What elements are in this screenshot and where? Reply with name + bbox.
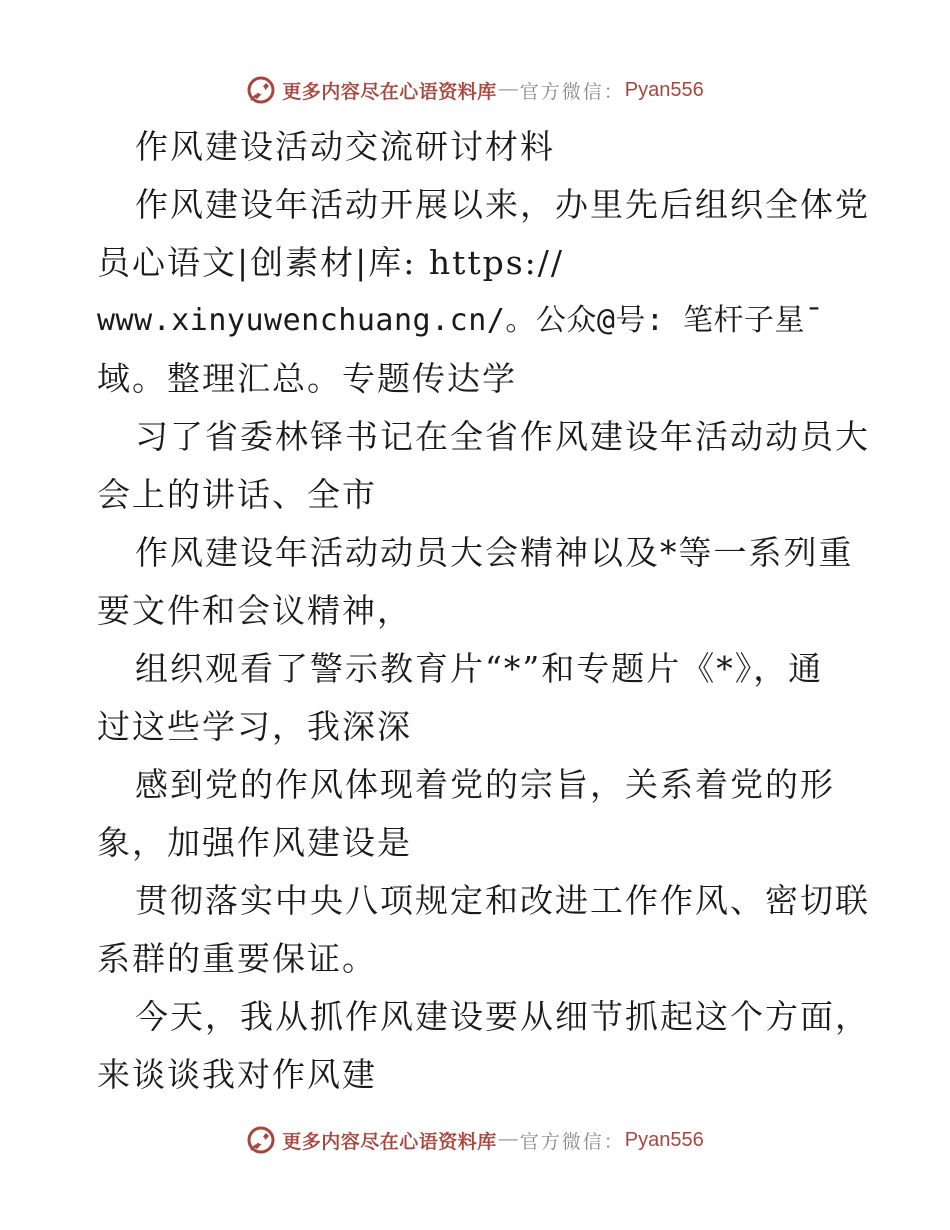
paragraph-line: 作风建设年活动开展以来，办里先后组织全体党: [135, 185, 870, 224]
paragraph-line: 域。整理汇总。专题传达学: [97, 359, 517, 398]
paragraph-line: 感到党的作风体现着党的宗旨，关系着党的形: [135, 765, 835, 804]
document-title: 作风建设活动交流研讨材料: [135, 127, 555, 166]
paragraph-line: 象，加强作风建设是: [97, 823, 412, 862]
banner-wechat-id: Pyan556: [624, 78, 704, 101]
logo-icon: [246, 75, 276, 105]
paragraph-line: 习了省委林铎书记在全省作风建设年活动动员大: [135, 417, 870, 456]
logo-icon: [246, 1125, 276, 1155]
banner-separator: —: [498, 79, 518, 100]
banner-separator: —: [498, 1129, 518, 1150]
banner-brand-text: 更多内容尽在心语资料库: [282, 80, 497, 103]
paragraph-line: 系群的重要保证。: [97, 939, 377, 978]
paragraph-line: 来谈谈我对作风建: [97, 1055, 377, 1094]
banner-wechat-label: 官方微信：: [519, 80, 625, 103]
paragraph-line: www.xinyuwenchuang.cn/。公众@号: 笔杆子星¯: [97, 303, 824, 338]
paragraph-line: 组织观看了警示教育片“*”和专题片《*》，通: [135, 649, 824, 688]
paragraph-line: 要文件和会议精神，: [97, 591, 412, 630]
paragraph-line: 员心语文|创素材|库: https://: [97, 243, 565, 282]
paragraph-line: 过这些学习，我深深: [97, 707, 412, 746]
paragraph-line: 作风建设年活动动员大会精神以及*等一系列重: [135, 533, 854, 572]
footer-banner: [0, 1120, 950, 1160]
banner-wechat-label: 官方微信：: [519, 1130, 625, 1153]
banner-brand-text: 更多内容尽在心语资料库: [282, 1130, 497, 1153]
paragraph-line: 会上的讲话、全市: [97, 475, 377, 514]
paragraph-line: 贯彻落实中央八项规定和改进工作作风、密切联: [135, 881, 870, 920]
header-banner: [0, 70, 950, 110]
banner-wechat-id: Pyan556: [624, 1128, 704, 1151]
document-body: [97, 118, 870, 1104]
paragraph-line: 今天，我从抓作风建设要从细节抓起这个方面，: [135, 997, 870, 1036]
